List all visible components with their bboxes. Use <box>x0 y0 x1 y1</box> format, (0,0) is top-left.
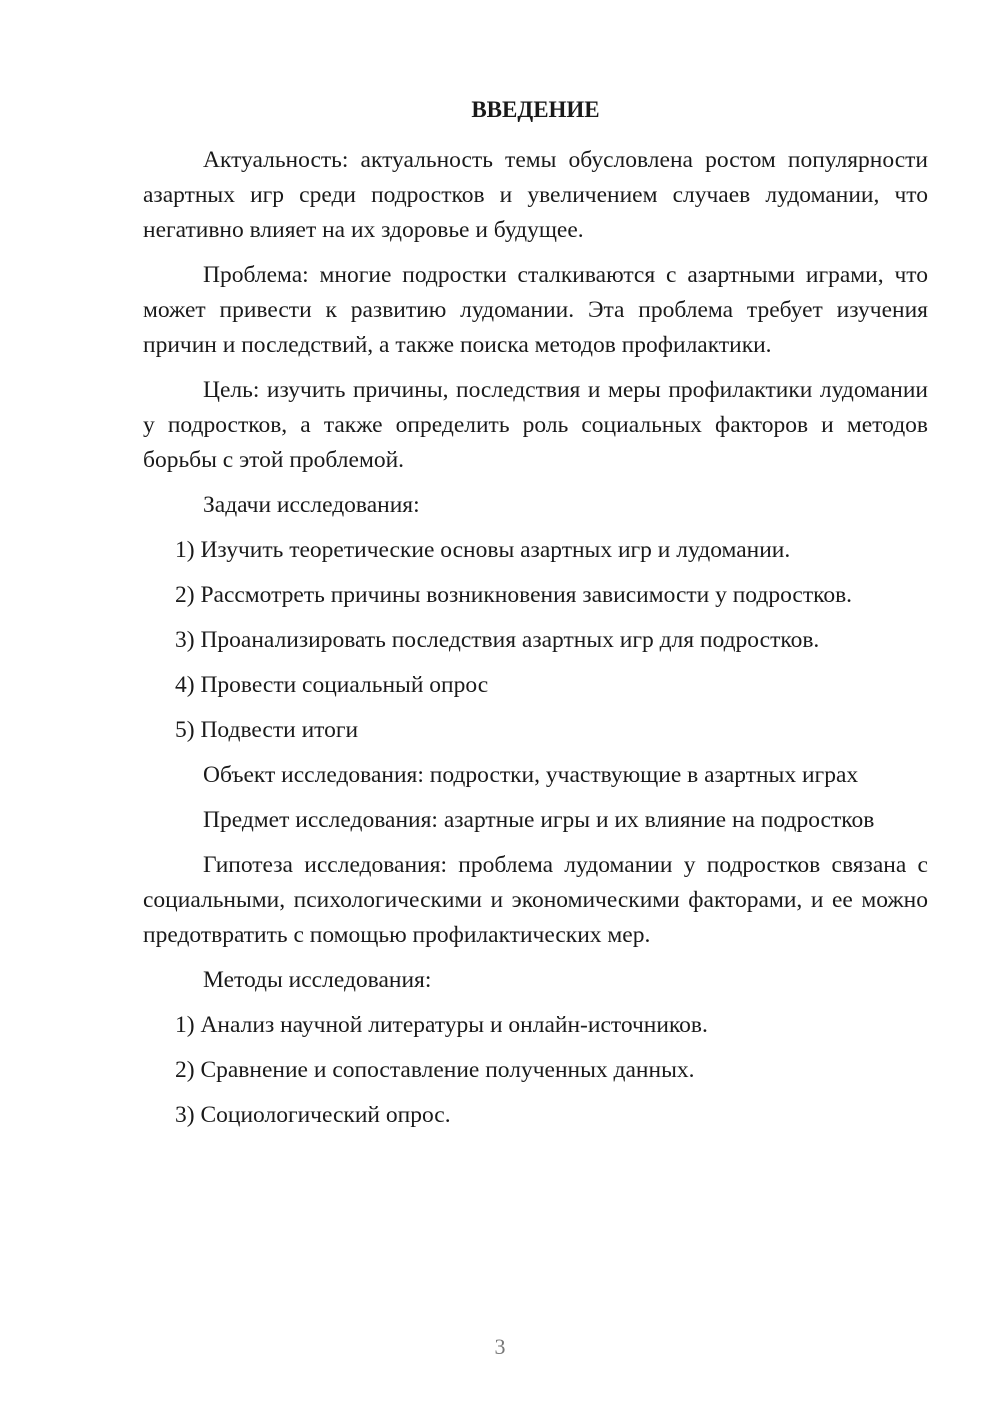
relevance-paragraph: Актуальность: актуальность темы обусловлена ростом популярности азартных игр среди подростков и увеличением случаев лудомании, что негативно влияет на их здоровье и будущее. <box>143 147 928 243</box>
list-item: 3) Проанализировать последствия азартных игр для подростков. <box>175 627 820 653</box>
tasks-heading: Задачи исследования: <box>203 492 420 518</box>
list-item: 4) Провести социальный опрос <box>175 672 489 698</box>
list-item: 3) Социологический опрос. <box>175 1102 451 1128</box>
list-item: 1) Изучить теоретические основы азартных игр и лудомании. <box>175 537 791 563</box>
page-content <box>143 92 928 1143</box>
goal-paragraph: Цель: изучить причины, последствия и меры профилактики лудомании у подростков, а также определить роль социальных факторов и методов борьбы с этой проблемой. <box>143 377 928 473</box>
methods-list <box>143 1008 928 1133</box>
page-number: 3 <box>494 1334 506 1359</box>
object-line: Объект исследования: подростки, участвующие в азартных играх <box>203 762 859 788</box>
list-item: 2) Сравнение и сопоставление полученных данных. <box>175 1057 695 1083</box>
list-item: 2) Рассмотреть причины возникновения зависимости у подростков. <box>175 582 853 608</box>
list-item: 1) Анализ научной литературы и онлайн-источников. <box>175 1012 708 1038</box>
page-title: ВВЕДЕНИЕ <box>471 97 600 122</box>
list-item: 5) Подвести итоги <box>175 717 359 743</box>
hypothesis-paragraph: Гипотеза исследования: проблема лудомании у подростков связана с социальными, психологическими и экономическими факторами, и ее можно предотвратить с помощью профилактических мер. <box>143 852 928 948</box>
subject-line: Предмет исследования: азартные игры и их влияние на подростков <box>203 807 875 833</box>
problem-paragraph: Проблема: многие подростки сталкиваются с азартными играми, что может привести к развитию лудомании. Эта проблема требует изучения причин и последствий, а также поиска методов профилактики. <box>143 262 928 358</box>
methods-heading: Методы исследования: <box>203 967 432 993</box>
tasks-list <box>143 533 928 748</box>
